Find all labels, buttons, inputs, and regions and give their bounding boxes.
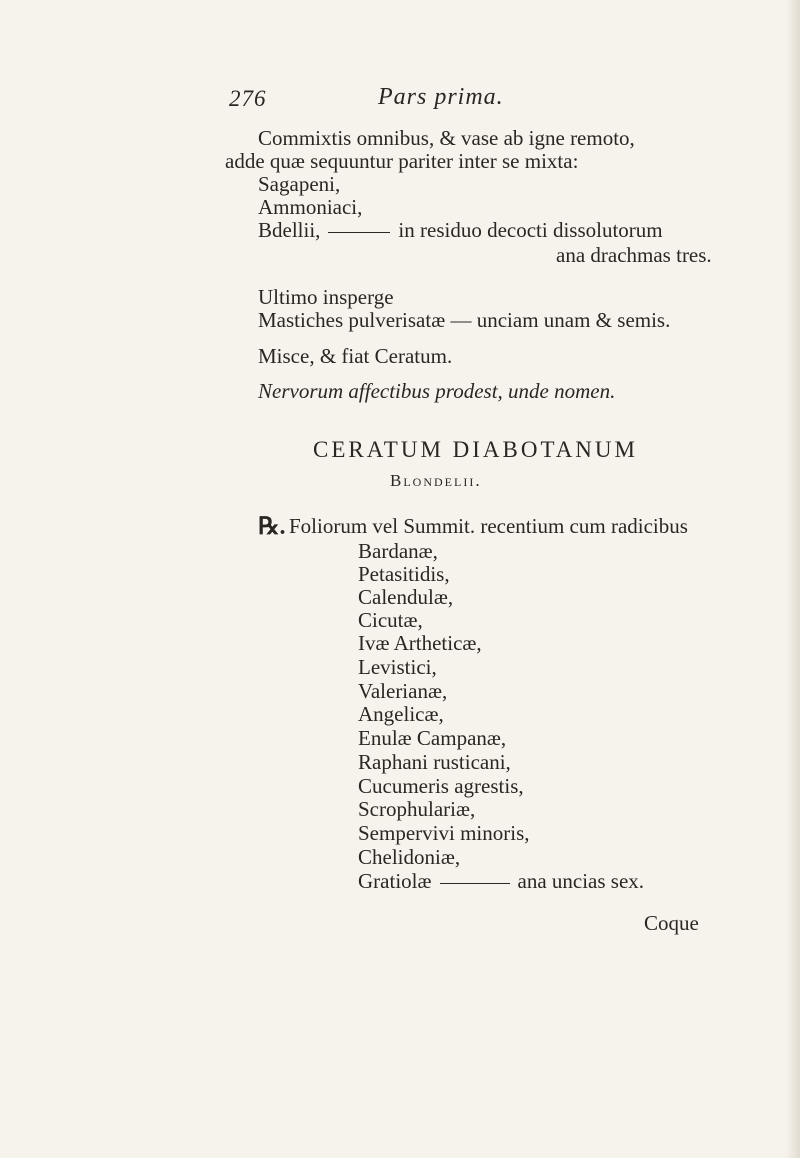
ingredient: Enulæ Campanæ,: [358, 726, 507, 750]
recipe-opening: Foliorum vel Summit. recentium cum radicibus: [289, 514, 688, 538]
gum-bdellium-label: Bdellii,: [258, 218, 321, 242]
ingredient: Levistici,: [358, 655, 437, 679]
intro-line-2: adde quæ sequuntur pariter inter se mixta:: [225, 149, 579, 173]
recipe-author: Blondelii.: [390, 471, 482, 490]
ingredient: Valerianæ,: [358, 679, 448, 703]
page-edge-shadow: [786, 0, 800, 1158]
ingredient: Calendulæ,: [358, 585, 454, 609]
gum-amount: ana drachmas tres.: [556, 243, 712, 267]
ingredient: Angelicæ,: [358, 702, 444, 726]
running-title: Pars prima.: [378, 84, 504, 110]
final-line-1: Ultimo insperge: [258, 285, 394, 309]
ingredient: Sempervivi minoris,: [358, 821, 530, 845]
gum-sagapenum: Sagapeni,: [258, 172, 341, 196]
ingredient: Gratiolæ: [358, 869, 432, 893]
usage-note: Nervorum affectibus prodest, unde nomen.: [258, 379, 616, 403]
recipe-title: CERATUM DIABOTANUM: [313, 437, 638, 462]
gum-bdellium: [258, 218, 663, 242]
ingredient: Raphani rusticani,: [358, 750, 511, 774]
dash-rule: [440, 883, 510, 884]
recipe-amount: ana uncias sex.: [517, 869, 645, 893]
ingredient: Cucumeris agrestis,: [358, 774, 524, 798]
ingredient: Chelidoniæ,: [358, 845, 461, 869]
ingredient-last: [358, 869, 644, 893]
dash-rule: [328, 232, 390, 233]
rx-symbol-icon: ℞.: [258, 514, 286, 540]
ingredient: Ivæ Artheticæ,: [358, 631, 482, 655]
ingredient: Bardanæ,: [358, 539, 438, 563]
ingredient: Scrophulariæ,: [358, 797, 476, 821]
final-line-3: Misce, & fiat Ceratum.: [258, 344, 453, 368]
page-number: 276: [229, 86, 267, 111]
intro-line-1: Commixtis omnibus, & vase ab igne remoto,: [258, 126, 635, 150]
gum-instruction: in residuo decocti dissolutorum: [398, 218, 663, 242]
gum-ammoniacum: Ammoniaci,: [258, 195, 363, 219]
ingredient: Cicutæ,: [358, 608, 423, 632]
ingredient: Petasitidis,: [358, 562, 450, 586]
final-line-2: Mastiches pulverisatæ — unciam unam & semis.: [258, 308, 671, 332]
catchword: Coque: [644, 911, 699, 935]
